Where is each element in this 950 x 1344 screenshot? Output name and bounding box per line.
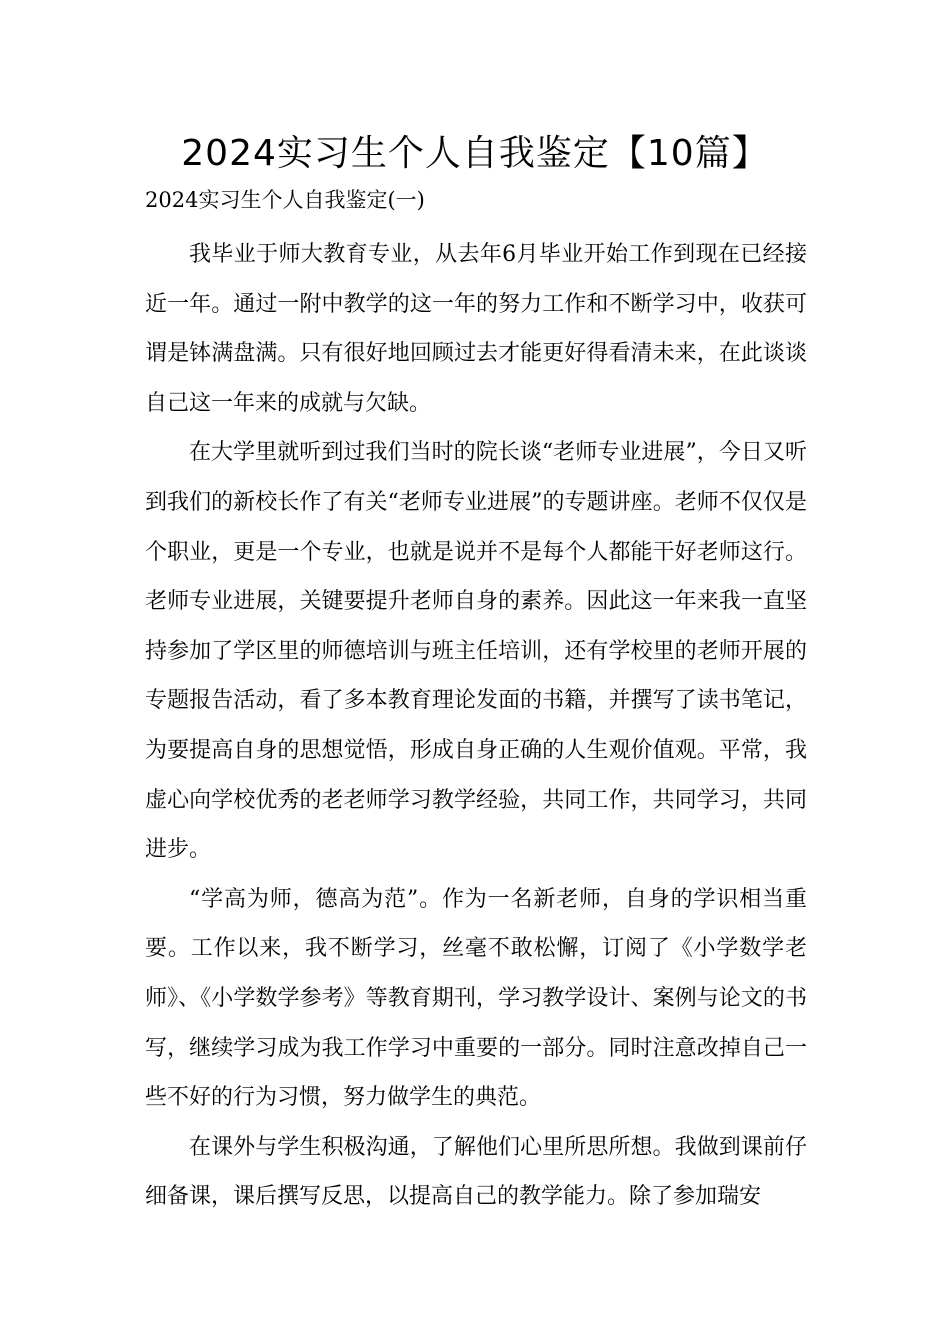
document-title: 2024实习生个人自我鉴定【10篇】 <box>181 133 769 174</box>
paragraph: 在课外与学生积极沟通，了解他们心里所思所想。我做到课前仔细备课，课后撰写反思，以提高自己的教学能力。除了参加瑞安 <box>145 1134 807 1210</box>
section-heading: 2024实习生个人自我鉴定(一) <box>145 188 425 212</box>
paragraph: “学高为师，德高为范”。作为一名新老师，自身的学识相当重要。工作以来，我不断学习，丝毫不敢松懈，订阅了《小学数学老师》、《小学数学参考》等教育期刊，学习教学设计、案例与论文的书写，继续学习成为我工作学习中重要的一部分。同时注意改掉自己一些不好的行为习惯，努力做学生的典范。 <box>145 886 807 1111</box>
document-body <box>145 230 807 1222</box>
paragraph: 我毕业于师大教育专业，从去年6月毕业开始工作到现在已经接近一年。通过一附中教学的这一年的努力工作和不断学习中，收获可谓是钵满盘满。只有很好地回顾过去才能更好得看清未来，在此谈谈自己这一年来的成就与欠缺。 <box>145 242 807 416</box>
paragraph: 在大学里就听到过我们当时的院长谈“老师专业进展”，今日又听到我们的新校长作了有关“老师专业进展”的专题讲座。老师不仅仅是个职业，更是一个专业，也就是说并不是每个人都能干好老师这行。老师专业进展，关键要提升老师自身的素养。因此这一年来我一直坚持参加了学区里的师德培训与班主任培训，还有学校里的老师开展的专题报告活动，看了多本教育理论发面的书籍，并撰写了读书笔记，为要提高自身的思想觉悟，形成自身正确的人生观价值观。平常，我虚心向学校优秀的老老师学习教学经验，共同工作，共同学习，共同进步。 <box>145 440 807 863</box>
